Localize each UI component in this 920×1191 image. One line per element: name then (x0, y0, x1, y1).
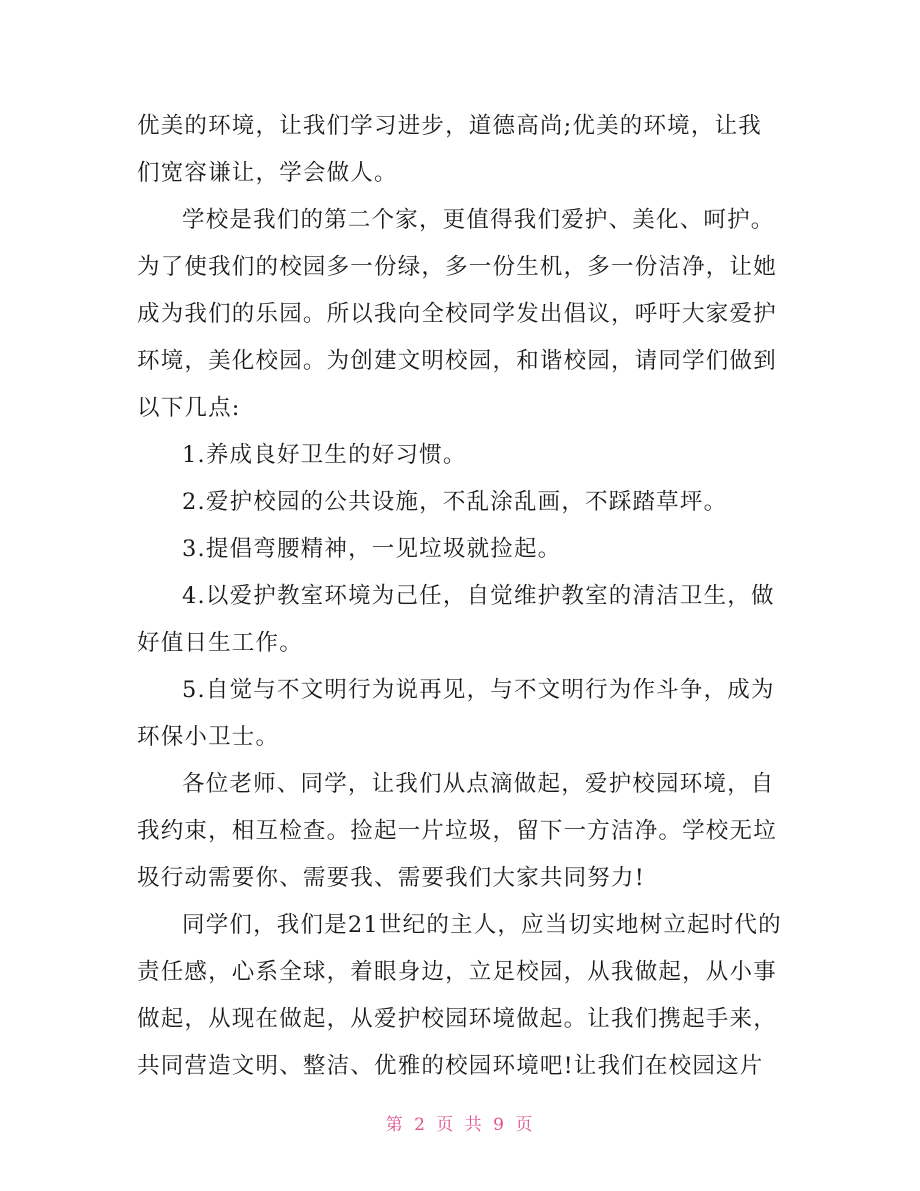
text-line: 优美的环境，让我们学习进步，道德高尚;优美的环境，让我 (137, 113, 762, 139)
list-item: 4.以爱护教室环境为己任，自觉维护教室的清洁卫生，做 (182, 583, 775, 609)
text-line: 成为我们的乐园。所以我向全校同学发出倡议，呼吁大家爱护 (137, 301, 777, 327)
footer-prefix: 第 (385, 1115, 405, 1135)
list-item: 3.提倡弯腰精神，一见垃圾就捡起。 (182, 536, 562, 562)
text-line: 们宽容谦让，学会做人。 (137, 160, 398, 186)
text-line: 责任感，心系全球，着眼身边，立足校园，从我做起，从小事 (137, 959, 777, 985)
list-item: 5.自觉与不文明行为说再见，与不文明行为作斗争，成为 (182, 677, 775, 703)
list-item: 1.养成良好卫生的好习惯。 (182, 442, 467, 468)
text-line: 为了使我们的校园多一份绿，多一份生机，多一份洁净，让她 (137, 254, 777, 280)
document-body (137, 103, 785, 1090)
footer-total-pages: 9 (493, 1115, 506, 1135)
text-line: 做起，从现在做起，从爱护校园环境做起。让我们携起手来， (137, 1006, 777, 1032)
list-item: 2.爱护校园的公共设施，不乱涂乱画，不踩踏草坪。 (182, 489, 728, 515)
text-line: 圾行动需要你、需要我、需要我们大家共同努力! (137, 865, 645, 891)
text-line: 同学们，我们是21世纪的主人，应当切实地树立起时代的 (182, 912, 782, 938)
footer-page-number: 2 (414, 1115, 427, 1135)
text-line: 环保小卫士。 (137, 724, 280, 750)
text-line: 好值日生工作。 (137, 630, 303, 656)
text-line: 环境，美化校园。为创建文明校园，和谐校园，请同学们做到 (137, 348, 777, 374)
footer-page-unit: 页 (436, 1115, 456, 1135)
text-line: 各位老师、同学，让我们从点滴做起，爱护校园环境，自 (182, 771, 775, 797)
text-line: 以下几点: (137, 395, 241, 421)
text-line: 共同营造文明、整洁、优雅的校园环境吧!让我们在校园这片 (137, 1053, 764, 1079)
page-number-footer (0, 1110, 920, 1135)
footer-total-prefix: 共 (464, 1115, 484, 1135)
text-line: 我约束，相互检查。捡起一片垃圾，留下一方洁净。学校无垃 (137, 818, 777, 844)
text-line: 学校是我们的第二个家，更值得我们爱护、美化、呵护。 (182, 207, 775, 233)
footer-total-unit: 页 (515, 1115, 535, 1135)
